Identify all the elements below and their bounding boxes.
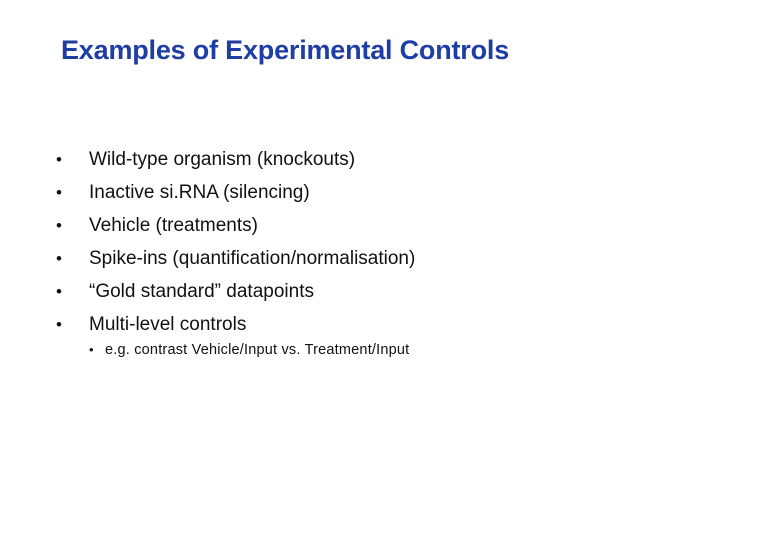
bullet-text: Wild-type organism (knockouts) bbox=[89, 149, 356, 170]
bullet-text: Vehicle (treatments) bbox=[89, 215, 258, 236]
bullet-text: Multi-level controls bbox=[89, 314, 247, 335]
bullet-icon: • bbox=[56, 249, 62, 268]
bullet-icon: • bbox=[56, 315, 62, 334]
bullet-icon: • bbox=[56, 150, 62, 169]
bullet-icon: • bbox=[56, 183, 62, 202]
bullet-text: Spike-ins (quantification/normalisation) bbox=[89, 248, 416, 269]
bullet-text: “Gold standard” datapoints bbox=[89, 281, 314, 302]
bullet-icon: • bbox=[56, 282, 62, 301]
sub-bullet-text: e.g. contrast Vehicle/Input vs. Treatment/Input bbox=[105, 342, 410, 358]
sub-bullet-icon: • bbox=[89, 342, 94, 357]
bullet-icon: • bbox=[56, 216, 62, 235]
bullet-text: Inactive si.RNA (silencing) bbox=[89, 182, 310, 203]
slide-title: Examples of Experimental Controls bbox=[61, 35, 510, 65]
